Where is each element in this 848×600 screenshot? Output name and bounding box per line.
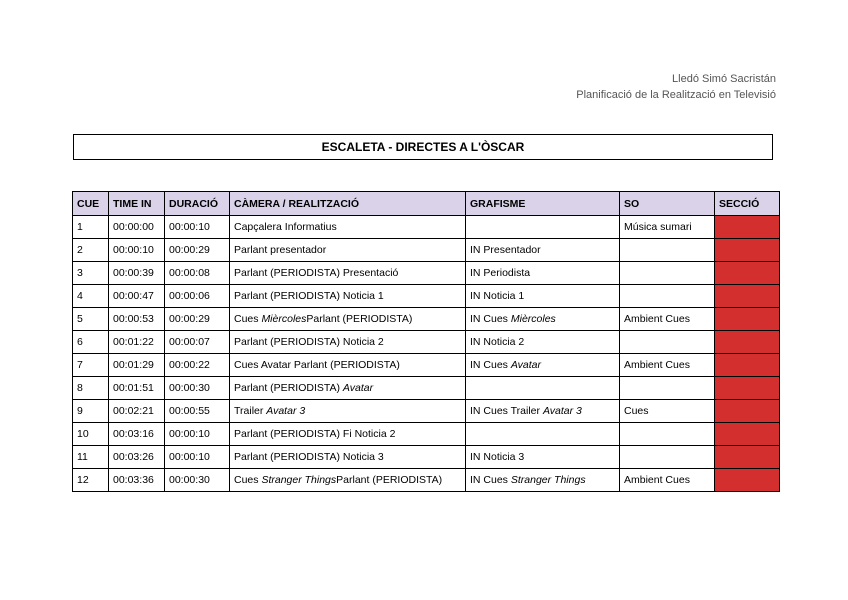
camera-cell-segment: Parlant presentador [234,244,327,256]
table-row [73,377,780,400]
camera-cell [230,446,466,469]
so-cell [620,377,715,400]
column-header-seccio: SECCIÓ [715,192,780,216]
camera-cell-segment: Avatar [342,382,374,394]
so-cell: Cues [620,400,715,423]
duracio-cell: 00:00:07 [165,331,230,354]
section-color-cell [715,308,780,331]
duracio-cell: 00:00:30 [165,469,230,492]
so-cell [620,239,715,262]
camera-cell-segment: Parlant (PERIODISTA) [234,382,343,394]
so-cell: Ambient Cues [620,469,715,492]
section-color-cell [715,446,780,469]
so-cell: Ambient Cues [620,354,715,377]
time-in-cell: 00:00:00 [109,216,165,239]
time-in-cell: 00:01:51 [109,377,165,400]
camera-cell-segment: Parlant (PERIODISTA) Fi Noticia 2 [234,428,396,440]
camera-cell [230,354,466,377]
document-title-box [73,134,773,160]
cue-cell: 5 [73,308,109,331]
grafisme-cell-segment: Avatar [510,359,542,371]
time-in-cell: 00:00:10 [109,239,165,262]
column-header-duracio: DURACIÓ [165,192,230,216]
duracio-cell: 00:00:10 [165,423,230,446]
cue-cell: 2 [73,239,109,262]
camera-cell [230,400,466,423]
grafisme-cell-segment: IN Cues [470,474,511,486]
camera-cell [230,285,466,308]
camera-cell-segment: Parlant (PERIODISTA) Noticia 3 [234,451,384,463]
column-header-cue: CUE [73,192,109,216]
table-row [73,285,780,308]
camera-cell-segment: Cues [234,474,262,486]
table-row [73,469,780,492]
camera-cell [230,308,466,331]
grafisme-cell-segment: IN Presentador [470,244,541,256]
section-color-cell [715,400,780,423]
camera-cell [230,239,466,262]
duracio-cell: 00:00:22 [165,354,230,377]
author-name: Lledó Simó Sacristán [672,73,776,85]
column-header-time-in: TIME IN [109,192,165,216]
camera-cell [230,423,466,446]
table-row [73,423,780,446]
camera-cell [230,469,466,492]
camera-cell [230,377,466,400]
camera-cell [230,216,466,239]
grafisme-cell [466,400,620,423]
time-in-cell: 00:03:26 [109,446,165,469]
time-in-cell: 00:00:53 [109,308,165,331]
grafisme-cell [466,239,620,262]
grafisme-cell-segment: IN Cues [470,359,511,371]
time-in-cell: 00:03:16 [109,423,165,446]
column-header-camera: CÀMERA / REALITZACIÓ [230,192,466,216]
duracio-cell: 00:00:29 [165,308,230,331]
cue-cell: 8 [73,377,109,400]
table-row [73,308,780,331]
so-cell: Música sumari [620,216,715,239]
table-row [73,446,780,469]
table-body [73,216,780,492]
course-name: Planificació de la Realització en Televisió [576,89,776,101]
camera-cell-segment: Stranger Things [261,474,337,486]
so-cell [620,285,715,308]
duracio-cell: 00:00:30 [165,377,230,400]
camera-cell-segment: Parlant (PERIODISTA) [336,474,443,486]
cue-cell: 1 [73,216,109,239]
duracio-cell: 00:00:55 [165,400,230,423]
camera-cell [230,331,466,354]
section-color-cell [715,469,780,492]
time-in-cell: 00:03:36 [109,469,165,492]
so-cell: Ambient Cues [620,308,715,331]
grafisme-cell-segment: IN Noticia 2 [470,336,525,348]
cue-cell: 6 [73,331,109,354]
duracio-cell: 00:00:10 [165,216,230,239]
camera-cell-segment: Parlant (PERIODISTA) Noticia 2 [234,336,384,348]
grafisme-cell [466,446,620,469]
section-color-cell [715,354,780,377]
camera-cell-segment: Parlant (PERIODISTA) Presentació [234,267,399,279]
camera-cell-segment: Cues [234,313,262,325]
section-color-cell [715,262,780,285]
table-row [73,400,780,423]
cue-cell: 4 [73,285,109,308]
so-cell [620,423,715,446]
so-cell [620,262,715,285]
grafisme-cell-segment: IN Noticia 1 [470,290,525,302]
camera-cell-segment: Cues Avatar Parlant (PERIODISTA) [234,359,400,371]
section-color-cell [715,216,780,239]
table-row [73,262,780,285]
document-header [576,71,776,103]
grafisme-cell [466,216,620,239]
grafisme-cell-segment: Stranger Things [510,474,586,486]
duracio-cell: 00:00:06 [165,285,230,308]
camera-cell-segment: Avatar 3 [266,405,306,417]
grafisme-cell [466,285,620,308]
camera-cell-segment: Parlant (PERIODISTA) Noticia 1 [234,290,384,302]
cue-cell: 10 [73,423,109,446]
duracio-cell: 00:00:10 [165,446,230,469]
grafisme-cell [466,262,620,285]
section-color-cell [715,423,780,446]
table-row [73,354,780,377]
cue-cell: 3 [73,262,109,285]
grafisme-cell [466,423,620,446]
camera-cell-segment: Mièrcoles [261,313,307,325]
grafisme-cell-segment: IN Periodista [470,267,531,279]
cue-cell: 9 [73,400,109,423]
grafisme-cell [466,331,620,354]
column-header-grafisme: GRAFISME [466,192,620,216]
section-color-cell [715,285,780,308]
time-in-cell: 00:00:39 [109,262,165,285]
cue-cell: 11 [73,446,109,469]
camera-cell-segment: Capçalera Informatius [234,221,337,233]
duracio-cell: 00:00:29 [165,239,230,262]
rundown-table [72,191,780,492]
so-cell [620,446,715,469]
time-in-cell: 00:01:22 [109,331,165,354]
time-in-cell: 00:01:29 [109,354,165,377]
camera-cell-segment: Trailer [234,405,267,417]
grafisme-cell-segment: IN Noticia 3 [470,451,525,463]
grafisme-cell-segment: IN Cues [470,313,511,325]
time-in-cell: 00:02:21 [109,400,165,423]
grafisme-cell-segment: IN Cues Trailer [470,405,543,417]
camera-cell-segment: Parlant (PERIODISTA) [306,313,413,325]
grafisme-cell [466,308,620,331]
grafisme-cell [466,469,620,492]
grafisme-cell [466,377,620,400]
section-color-cell [715,239,780,262]
cue-cell: 12 [73,469,109,492]
so-cell [620,331,715,354]
document-title: ESCALETA - DIRECTES A L'ÒSCAR [321,140,525,154]
duracio-cell: 00:00:08 [165,262,230,285]
section-color-cell [715,377,780,400]
cue-cell: 7 [73,354,109,377]
grafisme-cell-segment: Avatar 3 [542,405,582,417]
table-row [73,331,780,354]
time-in-cell: 00:00:47 [109,285,165,308]
grafisme-cell [466,354,620,377]
camera-cell [230,262,466,285]
table-row [73,239,780,262]
section-color-cell [715,331,780,354]
table-row [73,216,780,239]
grafisme-cell-segment: Mièrcoles [510,313,556,325]
table-header-row [73,192,780,216]
column-header-so: SO [620,192,715,216]
